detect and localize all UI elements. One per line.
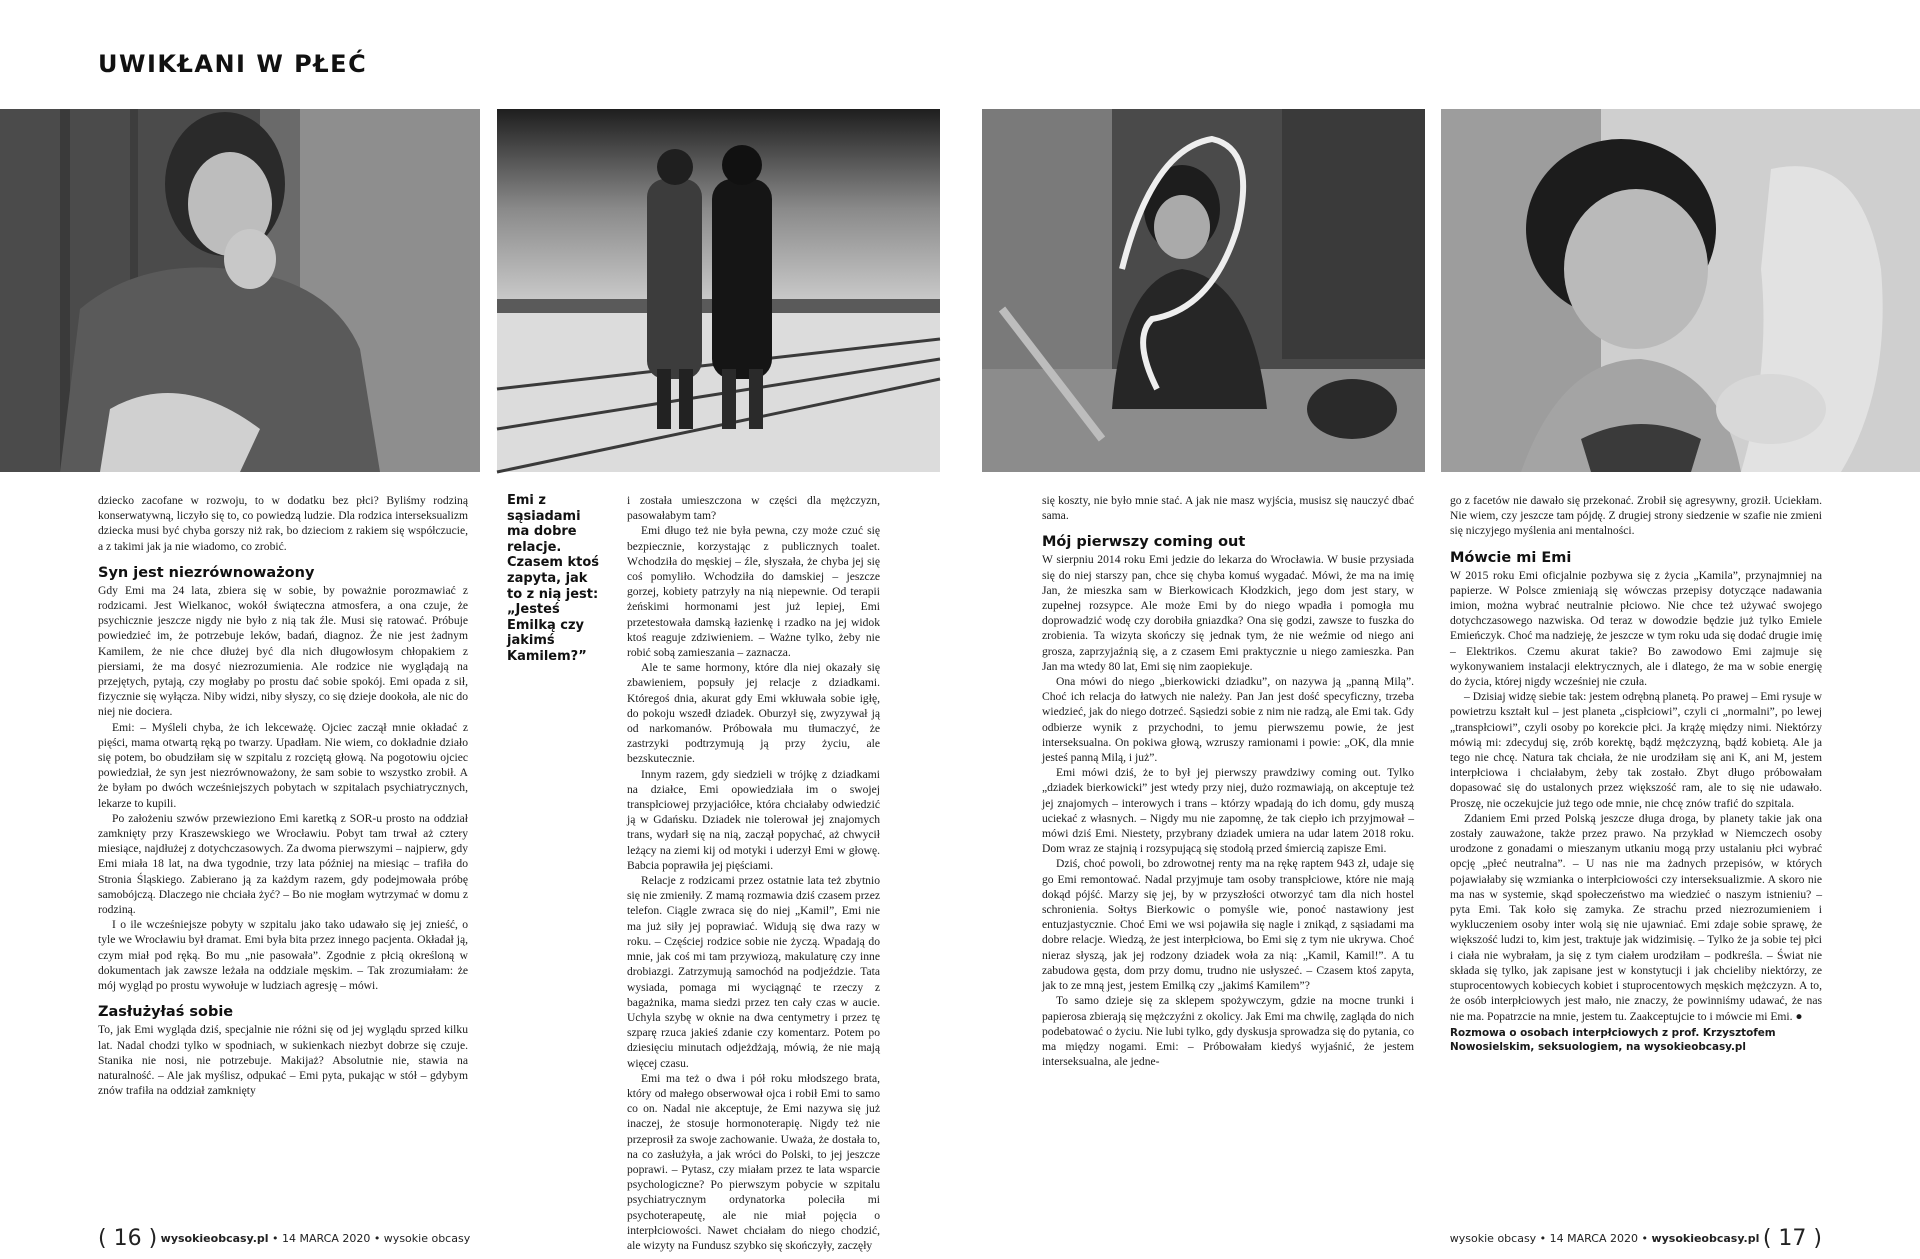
paragraph: Relacje z rodzicami przez ostatnie lata też zbytnio się nie zmieniły. Z mamą rozmawia dziś czasem przez telefon. Ciągle zwraca się do niej „Kamil”, Emi nie ma już siły jej poprawiać. Widują się dwa razy w roku. – Częściej rodzice sobie nie życzą. Wpadają do mnie, jak coś mi tam przywiozą, makulaturę czy inne drobiazgi. Zatrzymują samochód na podjeździe. Tata wysiada, pomaga mi wyciągnąć te rzeczy z bagażnika, mama siedzi przez ten cały czas w aucie. Uchyla szybę w oknie na dwa centymetry i przez tę szparę rzuca jakieś zdanie czy komentarz. Potem po dziesięciu minutach odjeżdżają, mówią, że nie mają więcej czasu.	[627, 874, 880, 1070]
section-title: UWIKŁANI W PŁEĆ	[98, 50, 368, 78]
photo-emi-cable	[982, 109, 1425, 472]
article-column-1	[98, 493, 468, 1208]
article-column-4	[1450, 493, 1822, 1208]
paragraph: Ona mówi do niego „bierkowicki dziadku”, on nazywa ją „panną Milą”. Choć ich relacja do łatwych nie należy. Pan Jan jest dość specyficzny, trzeba wiedzieć, jak do niego dotrzeć. Sąsiedzi sobie z nim nie radzą, ale Emi tak. Gdy odbierze wynik z przychodni, to jemu pierwszemu powie, że jest interseksualna. On pokiwa głową, wzruszy ramionami i powie: „OK, dla mnie jesteś panną Milą, i już”.	[1042, 675, 1414, 765]
paragraph: Emi mówi dziś, że to był jej pierwszy prawdziwy coming out. Tylko „dziadek bierkowicki” jest wtedy przy niej, dużo rozmawiają, on akceptuje też jej znajomych – interowych i trans – którzy wpadają do ich domu, gdy muszą uciekać z własnych. – Nigdy mu nie zapomnę, że tak ciepło ich przyjmował – mówi dziś Emi. Niestety, przybrany dziadek umiera na udar latem 2018 roku. Dom wraz ze stajnią i rozsypującą się stodołą przed śmiercią zapisze Emi.	[1042, 766, 1414, 856]
photo-emi-injection	[0, 109, 480, 472]
paragraph: I o ile wcześniejsze pobyty w szpitalu jako tako udawało się jej znieść, o tyle we Wrocławiu był dramat. Emi była bita przez innego pacjenta. Okładał ją, czym miał pod ręką. Bo mu „nie pasowała”. Zgodnie z płcią określoną w dokumentach jak zawsze leżała na oddziale męskim. – Tak zrozumiałam: że mój wygląd po prostu wywołuje w ludziach agresję – mówi.	[98, 918, 468, 993]
footer-meta-left: • 14 MARCA 2020 • wysokie obcasy	[268, 1232, 471, 1245]
footer-left	[98, 1226, 470, 1251]
footer-meta-right: wysokie obcasy • 14 MARCA 2020 •	[1449, 1232, 1652, 1245]
paragraph: Dziś, choć powoli, bo zdrowotnej renty ma na rękę raptem 943 zł, udaje się go Emi remontować. Nadal przyjmuje tam osoby transpłciowe, które nie mają dokąd pójść. Marzy się jej, by w przyszłości otworzyć tam dla nich hostel schronienia. Sołtys Bierkowic o pomyśle wie, ponoć nastawiony jest entuzjastycznie. Choć Emi we wsi pojawiła się nagle i znikąd, z sąsiadami ma dobre relacje. Wiedzą, że jest interpłciowa, bo Emi się z tym nie ukrywa. Choć nieraz słyszą, jak jej rodzony dziadek woła za nią: „Kamil, Kamil!”. A tu zabudowa gęsta, dom przy domu, trudno nie usłyszeć. – Czasem ktoś zapyta, jak to ze mną jest, jestem Emilką czy „jakimś Kamilem”?	[1042, 857, 1414, 993]
subheading-zasluzylas: Zasłużyłaś sobie	[98, 1004, 234, 1021]
paragraph: Po założeniu szwów przewieziono Emi karetką z SOR-u prosto na oddział zamknięty przy Kraszewskiego we Wrocławiu. Pobyt tam trwał aż cztery miesiące, najdłużej z dotychczasowych. Za dwoma pierwszymi – najpierw, gdy Emi miała 18 lat, na dwa tygodnie, trzy lata później na miesiąc – trafiła do Stronia Śląskiego. Zabierano ją za każdym razem, gdy podejmowała próbę samobójczą. Dlaczego nie chciała żyć? – Bo nie mogłam wytrzymać w domu z rodziną.	[98, 811, 468, 917]
subheading-mowcie-mi-emi: Mówcie mi Emi	[1450, 549, 1572, 566]
photo-emi-portrait-graphic	[1441, 109, 1920, 472]
paragraph: Emi ma też o dwa i pół roku młodszego brata, który od małego obserwował ojca i robił Emi to samo co on. Nadal nie akceptuje, że Emi nazywa się już inaczej, że stosuje hormonoterapię. Nigdy też nie przeprosił za swoje zachowanie. Uważa, że dostała to, na co zasłużyła, a jak wróci do Polski, to jej jeszcze poprawi. – Pytasz, czy miałam przez te lata wsparcie psychologiczne? Po pierwszym pobycie w szpitalu psychiatrycznym ordynatorka poleciła mi psychoterapeutę, ale nie miał pojęcia o interpłciowości. Nawet chciałam do niego chodzić, ale wizyty na Fundusz szybko się skończyły, zaczęły	[627, 1071, 880, 1252]
photo-emi-portrait	[1441, 109, 1920, 472]
paragraph: Emi: – Myśleli chyba, że ich lekceważę. Ojciec zaczął mnie okładać z pięści, mama otwartą ręką po twarzy. Upadłam. Nie wiem, co dokładnie działo się potem, bo obudziłam się w szpitalu z rozciętą głową. Na pogotowiu ojciec powiedział, że syn jest niezrównoważony, że sam sobie to wszystko zrobił. A że byłam po dwóch wcześniejszych pobytach w szpitalach psychiatrycznych, lekarze to kupili.	[98, 720, 468, 810]
paragraph: – Dzisiaj widzę siebie tak: jestem odrębną planetą. Po prawej – Emi rysuje w powietrzu kształt kul – jest planeta „cispłciowi”, czyli ci „normalni”, po lewej „transpłciowi”, czyli osoby po korekcie płci. Ja krążę między nimi. Niektórzy mówią mi: zdecyduj się, zrób korektę, bądź mężczyzną, bądź kobietą. Ale ja tego nie chcę. Natura tak chciała, że nie urodziłam się ani K, ani M, jestem interpłciowa i chciałabym, żeby tak zostało. Zbyt długo próbowałam dopasować się do ustalonych przez większość ram, ale to się nie udawało. Proszę, nie oczekujcie już tego ode mnie, nie chcę znów trafić do szpitala.	[1450, 690, 1823, 810]
paragraph: To, jak Emi wygląda dziś, specjalnie nie różni się od jej wyglądu sprzed kilku lat. Nadal chodzi tylko w spodniach, w sukienkach niezbyt dobrze się czuje. Stanika nie nosi, nie potrzebuje. Makijaż? Absolutnie nie, stawia na naturalność. – Ale jak myślisz, odpukać – Emi pyta, pukając w stół – gdybym znów trafiła na oddział zamknięty	[98, 1023, 468, 1098]
photo-emi-cable-graphic	[982, 109, 1425, 472]
photo-railway-walk	[497, 109, 940, 472]
page-number-left: ( 16 )	[98, 1226, 158, 1251]
subheading-syn: Syn jest niezrównoważony	[98, 564, 315, 581]
photo-railway-walk-graphic	[497, 109, 940, 472]
paragraph: W sierpniu 2014 roku Emi jedzie do lekarza do Wrocławia. W busie przysiada się do niej starszy pan, chce się chyba komuś wygadać. Mówi, że ma na imię Jan, że mieszka sam w Bierkowicach Kłodzkich, jego dom jest stary, w zupełnej rozsypce. Ale może Emi by do niego wpadła i pomogła mu doprowadzić wodę czy dorobiła gniazdka? Ona się godzi, zawsze to fuszka do zrobienia. Ta wizyta skończy się jednak tym, że nie weźmie od niego ani grosza, zaprzyjaźnią się, a z czasem Emi praktycznie u niego zamieszka. Pan Jan ma wtedy 80 lat, Emi się nim zaopiekuje.	[1042, 553, 1414, 673]
paragraph: Innym razem, gdy siedzieli w trójkę z dziadkami na działce, Emi opowiedziała im o swojej transpłciowej przyjaciółce, która chciałaby odwiedzić ją w Gdańsku. Dziadek nie tolerował jej znajomych trans, wydarł się na nią, zaczął popychać, aż chwycił leżący na ziemi kij od motyki i uderzył Emi w głowę. Babcia poprawiła jej pięściami.	[627, 767, 880, 872]
related-article-credit: Rozmowa o osobach interpłciowych z prof. Krzysztofem Nowosielskim, seksuologiem, na wysokieobcasy.pl	[1450, 1026, 1776, 1053]
pull-quote: Emi z sąsiadami ma dobre relacje. Czasem ktoś zapyta, jak to z nią jest: „Jesteś Emilką czy jakimś Kamilem?”	[507, 493, 600, 664]
footer-site-link[interactable]: wysokieobcasy.pl	[1651, 1232, 1760, 1245]
page-number-right: ( 17 )	[1762, 1226, 1822, 1251]
photo-emi-injection-graphic	[0, 109, 480, 472]
paragraph: Ale te same hormony, które dla niej okazały się zbawieniem, popsuły jej relacje z dziadkami. Któregoś dnia, akurat gdy Emi wkłuwała sobie igłę, do pokoju wszedł dziadek. Oburzył się, zwyzywał ją od narkomanów. Próbowała mu tłumaczyć, że zastrzyki podtrzymują ją przy życiu, ale bezskutecznie.	[627, 661, 880, 766]
footer-site-link[interactable]: wysokieobcasy.pl	[160, 1232, 269, 1245]
article-column-2	[627, 493, 880, 1252]
article-column-3	[1042, 493, 1414, 1208]
footer-right	[1450, 1226, 1822, 1251]
paragraph: W 2015 roku Emi oficjalnie pozbywa się z życia „Kamila”, przynajmniej na papierze. W Polsce zmieniają się wówczas przepisy dotyczące nadawania imion, można wybrać neutralnie płciowo. Nie chce też używać swojego dotychczasowego nazwiska. Od teraz w dowodzie będzie już tylko Emiele Emieńczyk. Choć ma nadzieję, że jeszcze w tym roku uda się dodać drugie imię – Elektrikos. Czemu akurat takie? Bo zawodowo Emi zajmuje się wykonywaniem instalacji elektrycznych, ale i dlatego, że ma w sobie energię do życia, której nigdy wcześniej nie czuła.	[1450, 568, 1822, 689]
paragraph: i została umieszczona w części dla mężczyzn, pasowałabym tam?	[627, 494, 880, 523]
paragraph: Emi długo też nie była pewna, czy może czuć się bezpiecznie, korzystając z publicznych toalet. Wchodziła do męskiej – źle, słyszała, że chyba jej się coś pomyliło. Wchodziła do damskiej – jeszcze gorzej, kobiety patrzyły na nią niepewnie. Od terapii żeńskimi hormonami jest już lepiej, Emi przetestowała damską łazienkę i rzadko na jej widok ktoś reaguje zdziwieniem. – Ważne tylko, żeby nie robić sobą zamieszania – zaznacza.	[627, 524, 880, 660]
paragraph: się koszty, nie było mnie stać. A jak nie masz wyjścia, musisz się nauczyć dbać sama.	[1042, 494, 1414, 523]
paragraph: dziecko zacofane w rozwoju, to w dodatku bez płci? Byliśmy rodziną konserwatywną, liczyło się to, co powiedzą ludzie. Dla rodzica interseksualizm dziecka musi być chyba gorszy niż rak, bo dzieciom z rakiem się współczucie, a z takimi jak ja nie wiadomo, co zrobić.	[98, 494, 468, 553]
paragraph: Gdy Emi ma 24 lata, zbiera się w sobie, by poważnie porozmawiać z rodzicami. Jest Wielkanoc, wokół świąteczna atmosfera, a ona czuje, że psychicznie jeszcze nigdy nie było z nią tak źle. Musi się ratować. Próbuje powiedzieć im, że potrzebuje leków, badań, diagnoz. Że nie jest żadnym Kamilem, że nie chce dłużej być dla nich długowłosym chłopakiem z piersiami, że ma dosyć niezrozumienia. Ale rodzice nie wyglądają na przejętych, pytają, czy mogłaby po prostu dać sobie spokój. Emi opada z sił, fizycznie się wyłącza. Niby widzi, niby słyszy, co się dzieje dookoła, ale nic do niej nie dociera.	[98, 583, 468, 719]
paragraph: To samo dzieje się za sklepem spożywczym, gdzie na mocne trunki i papierosa zbierają się mężczyźni z okolicy. Jak Emi ma chwilę, zagląda do nich podebatować o życiu. Nie lubi tylko, gdy dyskusja sprowadza się do pytania, co ma między nogami. Emi: – Próbowałam kiedyś wyjaśnić, że jestem interseksualna, ale jedne-	[1042, 994, 1414, 1069]
paragraph: go z facetów nie dawało się przekonać. Zrobił się agresywny, groził. Uciekłam. Nie wiem, czy jeszcze tam pójdę. Z drugiej strony siedzenie w szafie nie zmieni się niczyjego myślenia ani mentalności.	[1450, 494, 1822, 538]
subheading-coming-out: Mój pierwszy coming out	[1042, 534, 1246, 551]
paragraph: Zdaniem Emi przed Polską jeszcze długa droga, by planety takie jak ona zostały zauważone, także przez prawo. Na przykład w Niemczech osoby urodzone z gonadami o mieszanym utkaniu mogą przy ustalaniu płci wybrać opcję „płeć neutralna”. – U nas nie ma żadnych przepisów, w których pojawiałaby się wzmianka o interpłciowości czy interseksualizmie. A skoro nie ma nas w systemie, skąd społeczeństwo ma wiedzieć o naszym istnieniu? – pyta Emi. Tak koło się zamyka. Ze strachu przed niezrozumieniem i wykluczeniem osoby inter wolą się nie ujawniać. Emi zdaje sobie sprawę, że większość ludzi to, kim jest, traktuje jak widzimisię. – Tylko że ja sobie tej płci i ciała nie wybrałam, ja się z tym ciałem urodziłam – podkreśla. – Świat nie składa się tylko, jak zapisane jest w konstytucji i jak chcieliby niektórzy, ze stuprocentowych kobiecych kobiet i stuprocentowych męskich mężczyzn. A to, że osób interpłciowych jest mało, nie znaczy, że powinniśmy udawać, że nas nie ma. Popatrzcie na mnie, jestem tu. Zaakceptujcie to i mówcie mi Emi. ●	[1450, 811, 1822, 1023]
